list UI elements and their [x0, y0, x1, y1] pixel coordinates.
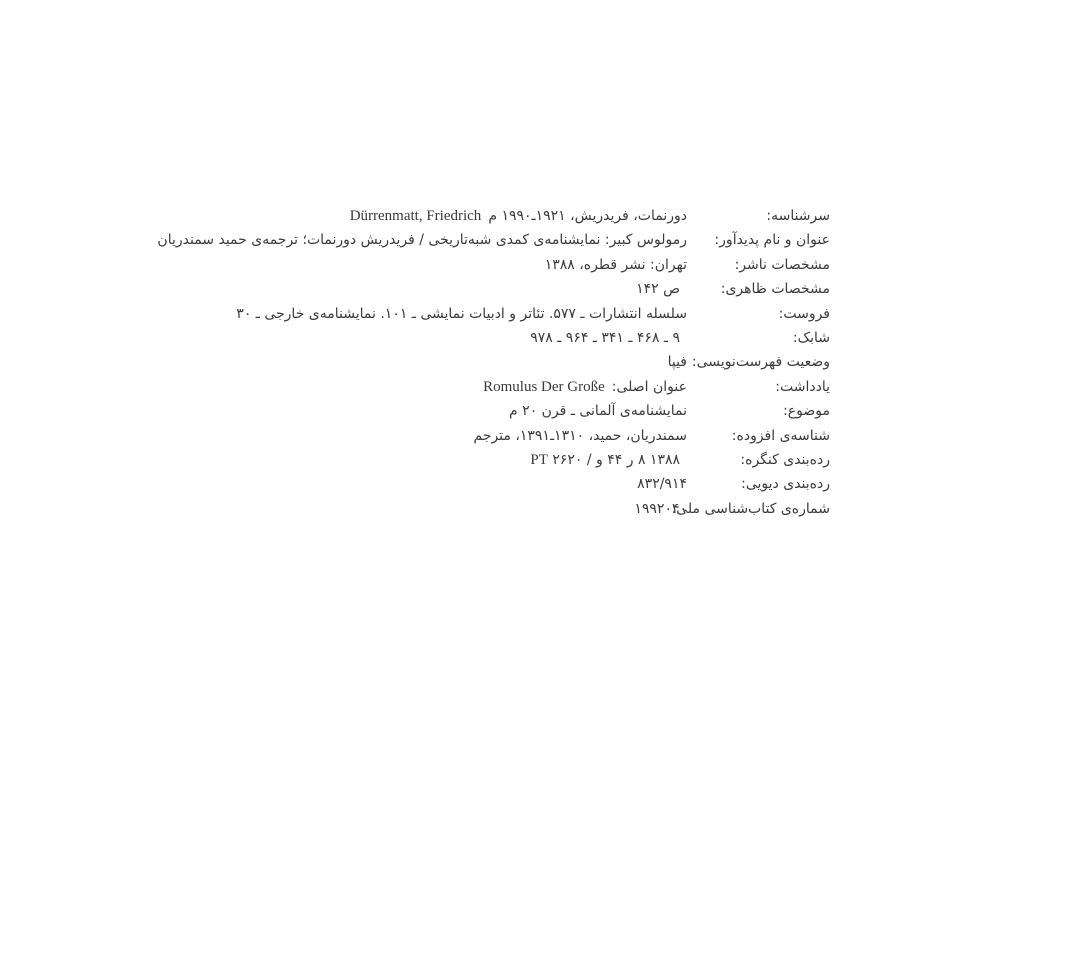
value-ltr-unit [530, 326, 680, 350]
field-value [157, 228, 687, 252]
record-row-national-bibliography-number [247, 497, 830, 521]
field-value [247, 472, 687, 496]
value-ltr-unit [350, 204, 482, 228]
record-row-cataloging-status [247, 350, 830, 374]
value-latin-text: Romulus Der Große [483, 378, 605, 395]
value-persian-text: دورنمات، فریدریش، ۱۹۲۱ـ۱۹۹۰ م [488, 208, 687, 224]
field-label: سرشناسه: [766, 208, 830, 224]
field-label: موضوع: [783, 403, 830, 420]
field-value [247, 277, 687, 301]
field-value [247, 253, 687, 277]
field-label: رده‌بندی دیویی: [741, 476, 830, 493]
record-row-lcc [247, 448, 830, 472]
field-label: شناسه‌ی افزوده: [731, 427, 830, 444]
field-value [236, 302, 687, 326]
field-label: شماره‌ی کتاب‌شناسی ملی: [671, 500, 830, 517]
record-row-headline [247, 204, 830, 228]
cip-record-table [157, 204, 830, 521]
field-label: وضعیت فهرست‌نویسی: [691, 354, 830, 371]
value-persian-text: ۱۹۹۲۰۴۰ [634, 500, 687, 517]
value-persian-text: فیپا [667, 354, 687, 371]
value-ltr-unit [636, 277, 680, 301]
record-row-title-author [157, 228, 830, 252]
field-label: رده‌بندی کنگره: [740, 451, 830, 468]
record-row-physical-description [247, 277, 830, 301]
value-persian-text: عنوان اصلی: [611, 378, 687, 395]
value-number-run: ۱۴۲ ص [636, 281, 680, 298]
value-persian-text: سلسله انتشارات ـ ۵۷۷. تئاتر و ادبیات نمایشی ـ ۱۰۱. نمایشنامه‌ی خارجی ـ ۳۰ [236, 305, 687, 322]
record-row-isbn [247, 326, 830, 350]
field-value [247, 497, 687, 521]
value-persian-text: نمایشنامه‌ی آلمانی ـ قرن ۲۰ م [509, 403, 687, 420]
field-label: مشخصات ظاهری: [720, 281, 830, 298]
record-row-ddc [247, 472, 830, 496]
field-label: فروست: [778, 305, 830, 322]
value-callnumber-run: ۲۶۲۰ / و ۴۴ ر ۸ ۱۳۸۸ [552, 451, 680, 468]
record-row-publisher [247, 253, 830, 277]
value-latin-text: PT [530, 451, 548, 468]
value-persian-text: تهران: نشر قطره، ۱۳۸۸ [544, 256, 687, 273]
value-ltr-unit [530, 448, 680, 472]
field-value [247, 204, 687, 228]
value-persian-text: سمندریان، حمید، ۱۳۱۰ـ۱۳۹۱، مترجم [473, 427, 687, 444]
field-value [247, 375, 687, 399]
value-ltr-unit [483, 375, 605, 399]
record-row-subject [247, 399, 830, 423]
value-persian-text: رمولوس کبیر: نمایشنامه‌ی کمدی شبه‌تاریخی / فریدریش دورنمات؛ ترجمه‌ی حمید سمندریان [157, 232, 687, 249]
value-persian-text: ۸۳۲/۹۱۴ [637, 476, 687, 493]
field-value [247, 448, 687, 472]
value-latin-text: Dürrenmatt, Friedrich [349, 208, 482, 224]
field-label: مشخصات ناشر: [734, 256, 830, 273]
field-label: شابک: [792, 329, 830, 346]
field-value [247, 424, 687, 448]
field-label: عنوان و نام پدیدآور: [714, 232, 830, 249]
field-value [247, 399, 687, 423]
field-value [247, 326, 687, 350]
value-isbn-run: ۹۷۸ ـ ۹۶۴ ـ ۳۴۱ ـ ۴۶۸ ـ ۹ [530, 329, 680, 346]
field-value [247, 350, 687, 374]
record-row-added-entry [247, 424, 830, 448]
record-row-series [236, 302, 830, 326]
record-row-note [247, 375, 830, 399]
field-label: یادداشت: [775, 378, 830, 395]
